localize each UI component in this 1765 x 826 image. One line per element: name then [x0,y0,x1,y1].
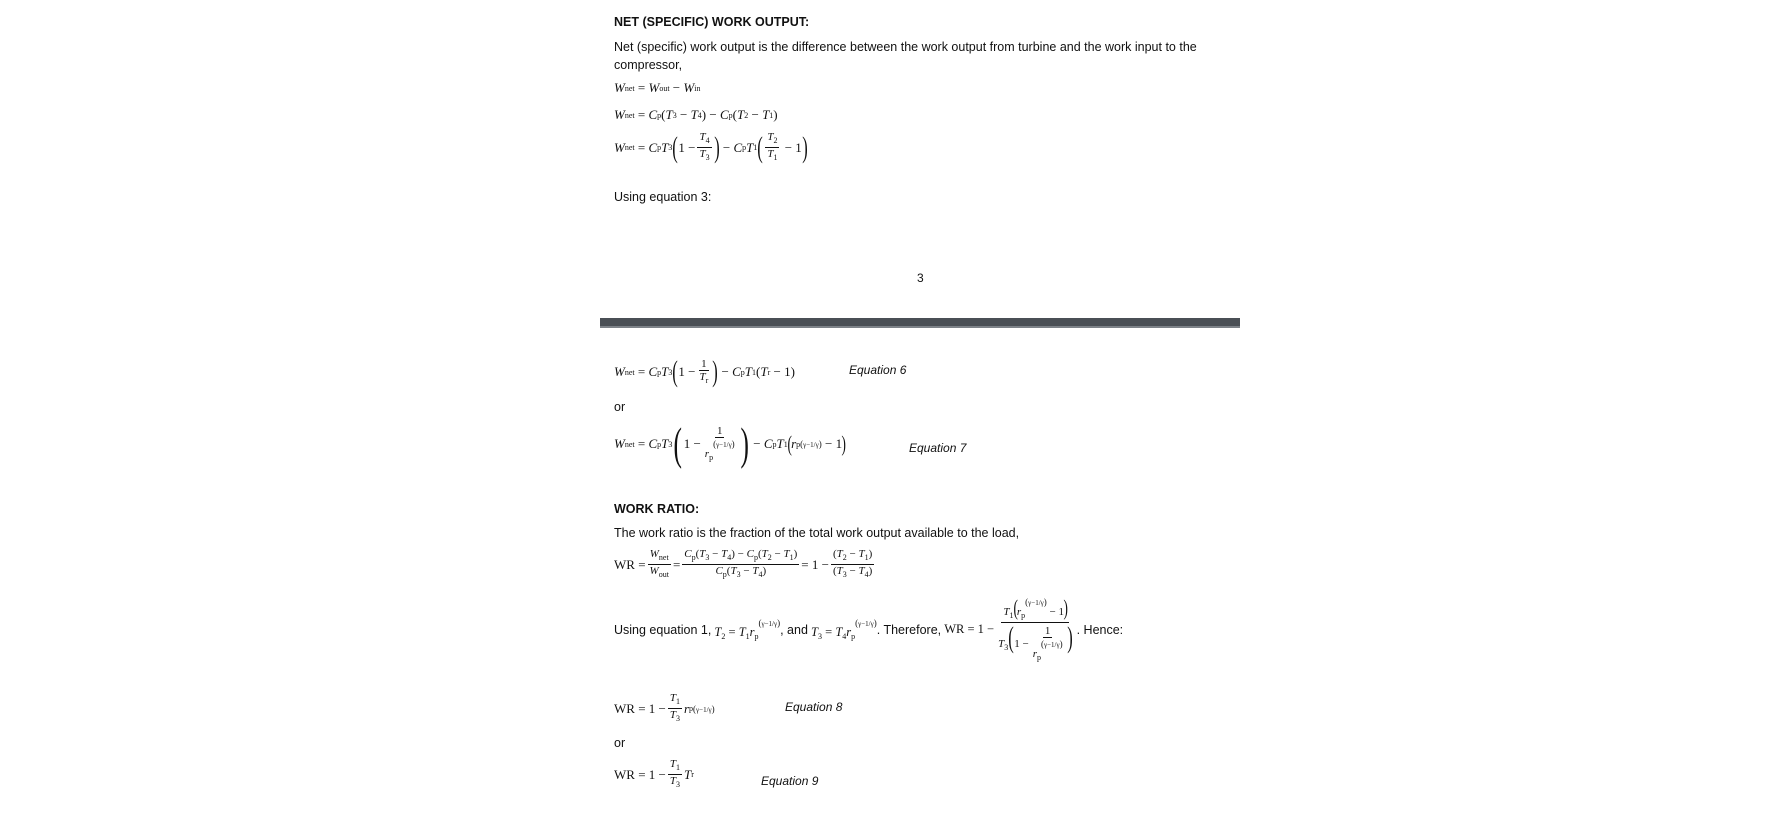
text-therefore: . Therefore, [876,622,942,637]
page-separator [600,318,1240,328]
equation-wnet-definition: W net = W out − W in [614,80,701,95]
equation-8-label: Equation 8 [785,700,843,714]
section-heading-net-work: NET (SPECIFIC) WORK OUTPUT: [614,15,810,29]
text-using-equation-1: Using equation 1, [614,622,712,637]
document-page-2 [600,334,1240,826]
equation-wnet-temperatures: W net = C p ( T 3 − T 4 ) − C p ( T 2 − T 1 ) [614,107,778,122]
equation-7-label: Equation 7 [909,441,967,455]
text-or-1: or [614,400,626,414]
document-page-1 [600,0,1240,318]
equation-7: W net = C p T 3 ( 1 − $\frac{1}{r_p^{(\gamma-1/\gamma)}}$ ) − C p T 1 ( r p (γ−1/γ) − 1 ) [614,418,846,469]
line-using-equation-1: Using equation 1, $T_2 = T_1r_p^{(\gamma-1/\gamma)}$ , and $T_3 = T_4r_p^{(\gamma-1/\gamma)}$ . Therefore, WR = 1 − $T_1(r_p^{(\gamma-1/\gamma)} - 1)$ $T_3(1$ − $\frac{1}{r_p^{(\gamma-1/\gamma)}}$ ) . Hence: [614,595,1124,662]
page-number: 3 [917,271,924,285]
text-hence: . Hence: [1076,622,1124,637]
equation-wnet-ratios: W net = C p T 3 ( 1 − $\frac{T_4}{T_3}$ ) − C p T 1 ( $\frac{T_2}{T_1}$ − 1 ) [614,130,808,164]
equation-6-label: Equation 6 [849,363,907,377]
equation-6: W net = C p T 3 ( 1 − $\frac{1}{T_r}$ ) − C p T 1 ( T r − 1) [614,355,795,388]
text-or-2: or [614,736,626,750]
text-using-equation-3: Using equation 3: [614,190,712,204]
equation-9: WR = 1 − $\frac{T_1}{T_3}$ T r [614,758,694,789]
text-and: , and [780,622,808,637]
equation-9-label: Equation 9 [761,774,819,788]
section-heading-work-ratio: WORK RATIO: [614,502,700,516]
paragraph-work-ratio-intro: The work ratio is the fraction of the total work output available to the load, [614,526,1020,540]
paragraph-net-work-intro: Net (specific) work output is the difference between the work output from turbine and the work input to the compressor, [614,40,1197,72]
equation-8: WR = 1 − $\frac{T_1}{T_3}$ r p (γ−1/γ) [614,692,715,723]
equation-work-ratio: WR = $\frac{W_{net}}{W_{out}}$ = $\frac{C_p(T_3 - T_4) - C_p(T_2 - T_1)}{C_p(T_3 - T_4)}$ = 1 − $\frac{(T_2 - T_1)}{(T_3 - T_4)}$ [614,548,873,579]
